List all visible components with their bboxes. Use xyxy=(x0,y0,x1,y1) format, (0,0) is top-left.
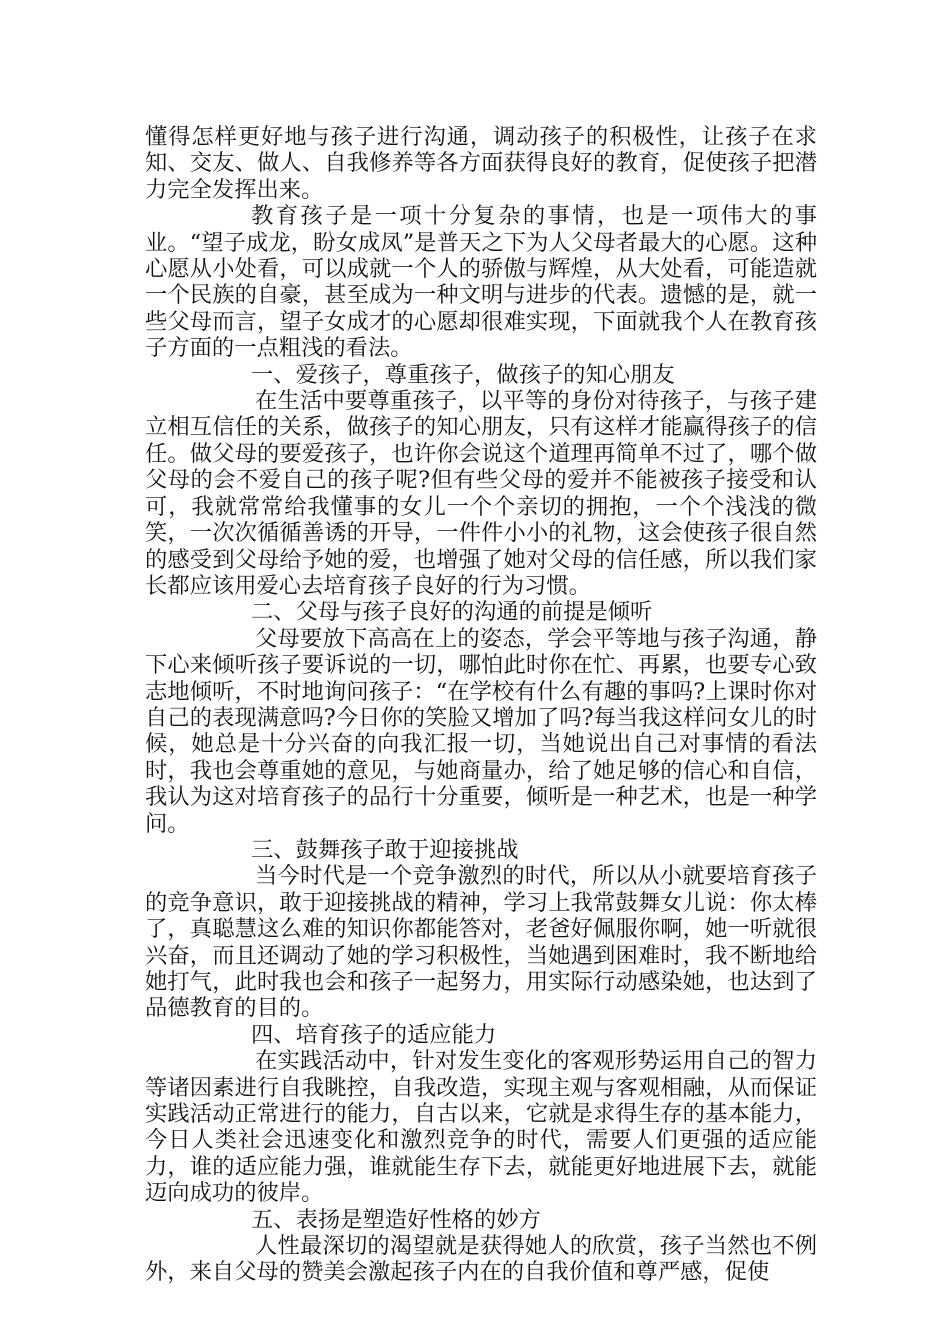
section-heading-5: 五、表扬是塑造好性格的妙方 xyxy=(251,1206,541,1233)
section-heading-4: 四、培育孩子的适应能力 xyxy=(251,1021,497,1048)
section-heading-2: 二、父母与孩子良好的沟通的前提是倾听 xyxy=(251,599,653,626)
paragraph-intro-continued: 懂得怎样更好地与孩子进行沟通，调动孩子的积极性，让孩子在求知、交友、做人、自我修养等各方面获得良好的教育，促使孩子把潜力完全发挥出来。 xyxy=(145,124,817,203)
document-body xyxy=(145,124,817,1286)
section-heading-1: 一、爱孩子，尊重孩子，做孩子的知心朋友 xyxy=(251,361,675,388)
section-heading-3: 三、鼓舞孩子敢于迎接挑战 xyxy=(251,836,519,863)
paragraph-education-overview: 教育孩子是一项十分复杂的事情，也是一项伟大的事业。“望子成龙，盼女成凤”是普天之下为人父母者最大的心愿。这种心愿从小处看，可以成就一个人的骄傲与辉煌，从大处看，可能造就一个民族的自豪，甚至成为一种文明与进步的代表。遗憾的是，就一些父母而言，望子女成才的心愿却很难实现，下面就我个人在教育孩子方面的一点粗浅的看法。 xyxy=(145,203,817,362)
paragraph-section-5: 人性最深切的渴望就是获得她人的欣赏，孩子当然也不例外，来自父母的赞美会激起孩子内在的自我价值和尊严感，促使 xyxy=(145,1233,817,1286)
paragraph-section-4: 在实践活动中，针对发生变化的客观形势运用自己的智力等诸因素进行自我眺控，自我改造，实现主观与客观相融，从而保证实践活动正常进行的能力，自古以来，它就是求得生存的基本能力，今日人类社会迅速变化和激烈竞争的时代，需要人们更强的适应能力，谁的适应能力强，谁就能生存下去，就能更好地进展下去，就能迈向成功的彼岸。 xyxy=(145,1048,817,1207)
paragraph-section-1: 在生活中要尊重孩子，以平等的身份对待孩子，与孩子建立相互信任的关系，做孩子的知心朋友，只有这样才能赢得孩子的信任。做父母的要爱孩子，也许你会说这个道理再简单不过了，哪个做父母的会不爱自己的孩子呢?但有些父母的爱并不能被孩子接受和认可，我就常常给我懂事的女儿一个个亲切的拥抱，一个个浅浅的微笑，一次次循循善诱的开导，一件件小小的礼物，这会使孩子很自然的感受到父母给予她的爱，也增强了她对父母的信任感，所以我们家长都应该用爱心去培育孩子良好的行为习惯。 xyxy=(145,388,817,599)
paragraph-section-3: 当今时代是一个竞争激烈的时代，所以从小就要培育孩子的竞争意识，敢于迎接挑战的精神，学习上我常鼓舞女儿说：你太棒了，真聪慧这么难的知识你都能答对，老爸好佩服你啊，她一听就很兴奋，而且还调动了她的学习积极性，当她遇到困难时，我不断地给她打气，此时我也会和孩子一起努力，用实际行动感染她，也达到了品德教育的目的。 xyxy=(145,863,817,1022)
paragraph-section-2: 父母要放下高高在上的姿态，学会平等地与孩子沟通，静下心来倾听孩子要诉说的一切，哪怕此时你在忙、再累，也要专心致志地倾听，不时地询问孩子：“在学校有什么有趣的事吗?上课时你对自己的表现满意吗?今日你的笑脸又增加了吗?每当我这样问女儿的时候，她总是十分兴奋的向我汇报一切，当她说出自己对事情的看法时，我也会尊重她的意见，与她商量办，给了她足够的信心和自信，我认为这对培育孩子的品行十分重要，倾听是一种艺术，也是一种学问。 xyxy=(145,625,817,837)
